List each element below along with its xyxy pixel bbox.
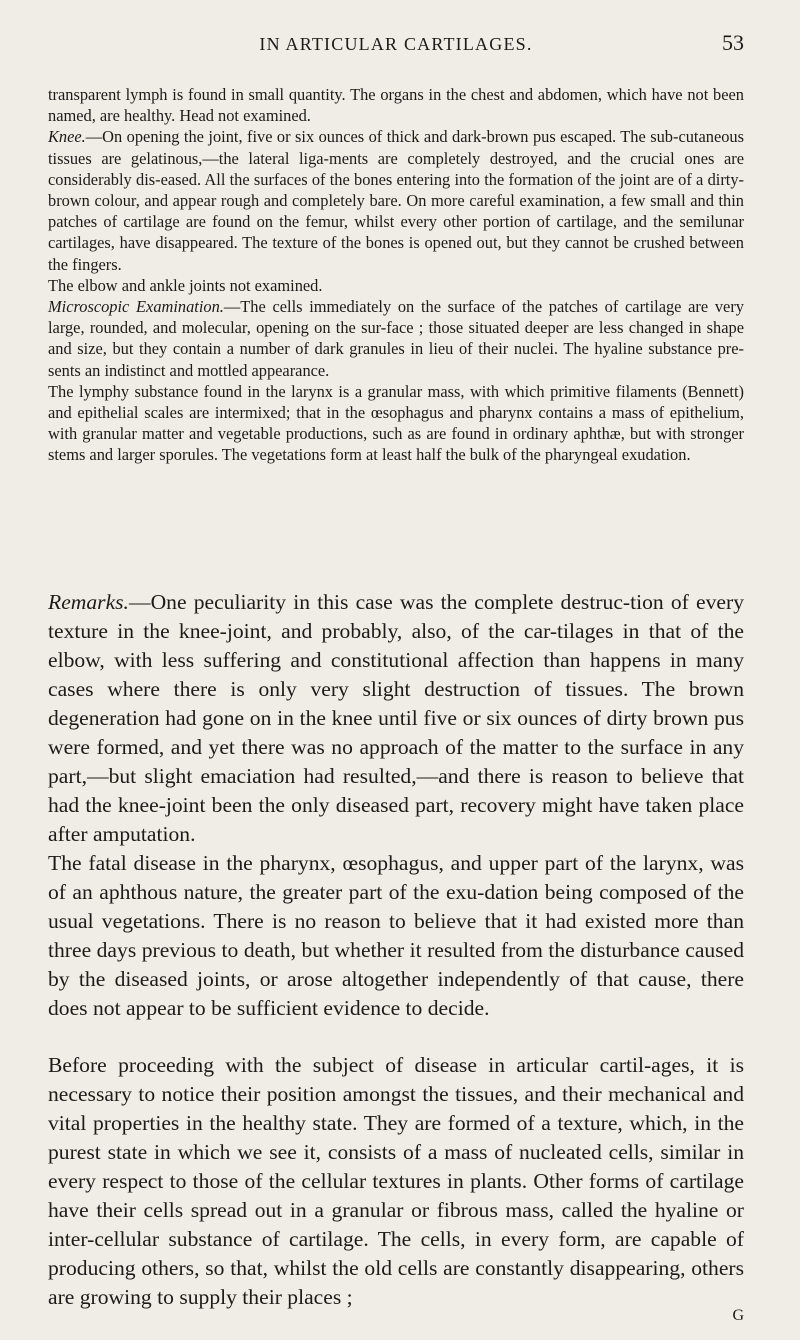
paragraph-lymphy-substance: The lymphy substance found in the larynx is a granular mass, with which primitive filaments (Bennett) and epithelial scales are intermixed; that in the œsophagus and pharynx contains a mass of epithelium, with granular matter and vegetable productions, such as are found in ordinary aphthæ, but with stronger stems and larger sporules. The vegetations form at least half the bulk of the pharyngeal exudation.: [48, 381, 744, 465]
paragraph-lymph: transparent lymph is found in small quantity. The organs in the chest and abdomen, which have not been named, are healthy. Head not examined.: [48, 85, 744, 126]
paragraph-fatal-disease: The fatal disease in the pharynx, œsophagus, and upper part of the larynx, was of an aphthous nature, the greater part of the exu-dation being composed of the usual vegetations. There is no reason to believe that it had existed more than three days previous to death, but whether it resulted from the disturbance caused by the diseased joints, or arose altogether independently of that cause, there does not appear to be sufficient evidence to decide.: [48, 851, 744, 1020]
page-number: 53: [722, 30, 744, 55]
microscopic-text: —The cells immediately on the surface of the patches of cartilage are very large, rounded, and molecular, opening on the sur-face ; those situated deeper are less changed in shape and size, but they contain a number of dark granules in lieu of their nuclei. The hyaline substance pre-sents an indistinct and mottled appearance.: [48, 297, 744, 380]
signature-mark: G: [732, 1307, 744, 1324]
paragraph-knee: [48, 126, 744, 274]
paragraph-elbow: The elbow and ankle joints not examined.: [48, 275, 323, 295]
case-notes-small-text: [48, 84, 744, 466]
knee-label: Knee.: [48, 127, 86, 147]
paragraph-remarks: [48, 588, 744, 849]
paragraph-microscopic: [48, 296, 744, 381]
microscopic-label: Microscopic Examination.: [48, 297, 224, 317]
page-header: [48, 30, 744, 64]
remarks-section: [48, 588, 744, 1023]
remarks-label: Remarks.: [48, 590, 129, 614]
paragraph-before-proceeding: Before proceeding with the subject of disease in articular cartil-ages, it is necessary to notice their position amongst the tissues, and their mechanical and vital properties in the healthy state. They are formed of a texture, which, in the purest state in which we see it, consists of a mass of nucleated cells, similar in every respect to those of the cellular textures in plants. Other forms of cartilage have their cells spread out in a granular or fibrous mass, called the hyaline or inter-cellular substance of cartilage. The cells, in every form, are capable of producing others, so that, whilst the old cells are constantly disappearing, others are growing to supply their places ;: [48, 1053, 744, 1309]
knee-text: —On opening the joint, five or six ounces of thick and dark-brown pus escaped. The sub-cutaneous tissues are gelatinous,—the lateral liga-ments are completely destroyed, and the crucial ones are considerably dis-eased. All the surfaces of the bones entering into the formation of the joint are of a dirty-brown colour, and appear rough and completely bare. On more careful examination, a few small and thin patches of cartilage are found on the femur, whilst every other portion of cartilage, and the semilunar cartilages, have disappeared. The texture of the bones is opened out, but they cannot be crushed between the fingers.: [48, 127, 744, 274]
cartilage-section: [48, 1051, 744, 1312]
remarks-text: —One peculiarity in this case was the complete destruc-tion of every texture in the knee-joint, and probably, also, of the car-tilages in that of the elbow, with less suffering and constitutional affection than happens in many cases where there is only very slight destruction of tissues. The brown degeneration had gone on in the knee until five or six ounces of dirty brown pus were formed, and yet there was no approach of the matter to the surface in any part,—but slight emaciation had resulted,—and there is reason to believe that had the knee-joint been the only diseased part, recovery might have taken place after amputation.: [48, 590, 744, 846]
running-title: IN ARTICULAR CARTILAGES.: [259, 34, 533, 54]
